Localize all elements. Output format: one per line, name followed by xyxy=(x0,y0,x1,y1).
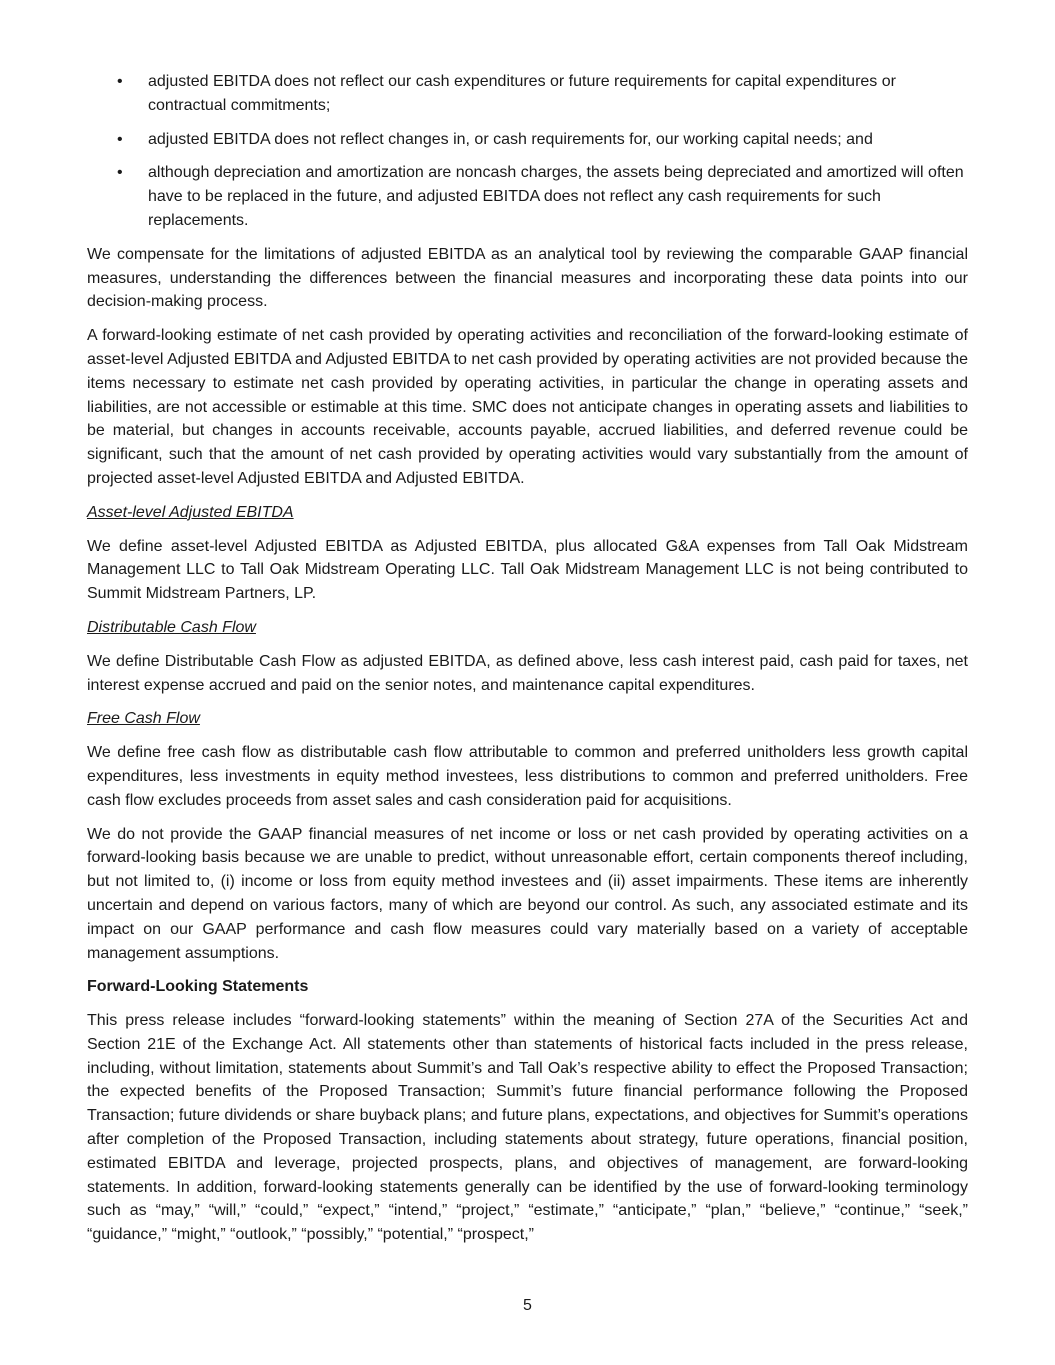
bullet-icon: • xyxy=(117,73,123,90)
forward-looking-heading: Forward-Looking Statements xyxy=(87,978,309,996)
distributable-paragraph: We define Distributable Cash Flow as adjusted EBITDA, as defined above, less cash interest paid, cash paid for taxes, net interest expense accrued and paid on the senior notes, and maintenance capital expenditures. xyxy=(87,652,968,694)
bullet-icon: • xyxy=(117,164,123,182)
free-cash-paragraph: We define free cash flow as distributable cash flow attributable to common and preferred unitholders less growth capital expenditures, less investments in equity method investees, less distributions to common and preferred unitholders. Free cash flow excludes proceeds from asset sales and cash consideration paid for acquisitions. xyxy=(87,744,968,809)
distributable-heading: Distributable Cash Flow xyxy=(87,618,256,636)
gaap-paragraph: We do not provide the GAAP financial measures of net income or loss or net cash provided by operating activities on a forward-looking basis because we are unable to predict, without unreasonable effort, certain components thereof including, but not limited to, (i) income or loss from equity method investees and (ii) asset impairments. These items are inherently uncertain and depend on various factors, many of which are beyond our control. As such, any associated estimate and its impact on our GAAP performance and cash flow measures could vary materially based on a variety of acceptable management assumptions. xyxy=(87,825,968,962)
asset-level-heading: Asset-level Adjusted EBITDA xyxy=(87,503,294,521)
bullet-icon: • xyxy=(117,130,123,148)
list-item-text: although depreciation and amortization are noncash charges, the assets being depreciated and amortized will often have to be replaced in the future, and adjusted EBITDA does not reflect any cash requirements for such replacements. xyxy=(148,164,964,229)
list-item xyxy=(87,128,968,152)
forward-estimate-paragraph: A forward-looking estimate of net cash provided by operating activities and reconciliation of the forward-looking estimate of asset-level Adjusted EBITDA and Adjusted EBITDA to net cash provided by operating activities are not provided because the items necessary to estimate net cash provided by operating activities, in particular the change in operating assets and liabilities, are not accessible or estimable at this time. SMC does not anticipate changes in operating assets and liabilities to be material, but changes in accounts receivable, accounts payable, accrued liabilities, and deferred revenue could be significant, such that the amount of net cash provided by operating activities would vary substantially from the amount of projected asset-level Adjusted EBITDA and Adjusted EBITDA. xyxy=(87,327,968,487)
forward-looking-paragraph: This press release includes “forward-looking statements” within the meaning of Section 27A of the Securities Act and Section 21E of the Exchange Act. All statements other than statements of historical facts included in the press release, including, without limitation, statements about Summit’s and Tall Oak’s respective ability to effect the Proposed Transaction; the expected benefits of the Proposed Transaction; Summit’s future financial performance following the Proposed Transaction; future dividends or share buyback plans; and future plans, expectations, and objectives for Summit’s operations after completion of the Proposed Transaction, including statements about strategy, future operations, financial position, estimated EBITDA and leverage, projected prospects, plans, and objectives of management, are forward-looking statements. In addition, forward-looking statements generally can be identified by the use of forward-looking terminology such as “may,” “will,” “could,” “expect,” “intend,” “project,” “estimate,” “anticipate,” “plan,” “believe,” “continue,” “seek,” “guidance,” “might,” “outlook,” “possibly,” “potential,” “prospect,” xyxy=(87,1012,968,1244)
list-item-text: adjusted EBITDA does not reflect changes in, or cash requirements for, our working capital needs; and xyxy=(148,130,873,148)
asset-level-paragraph: We define asset-level Adjusted EBITDA as Adjusted EBITDA, plus allocated G&A expenses from Tall Oak Midstream Management LLC to Tall Oak Midstream Operating LLC. Tall Oak Midstream Management LLC is not being contributed to Summit Midstream Partners, LP. xyxy=(87,537,968,603)
free-cash-heading: Free Cash Flow xyxy=(87,710,200,728)
page-number: 5 xyxy=(523,1297,532,1314)
document-page xyxy=(87,70,968,1257)
list-item-text: adjusted EBITDA does not reflect our cash expenditures or future requirements for capital expenditures or contractual commitments; xyxy=(148,73,896,114)
compensate-paragraph: We compensate for the limitations of adjusted EBITDA as an analytical tool by reviewing the comparable GAAP financial measures, understanding the differences between the financial measures and incorporating these data points into our decision-making process. xyxy=(87,245,968,311)
list-item xyxy=(87,70,968,118)
ebitda-limitations-list xyxy=(87,70,968,233)
list-item xyxy=(87,161,968,232)
